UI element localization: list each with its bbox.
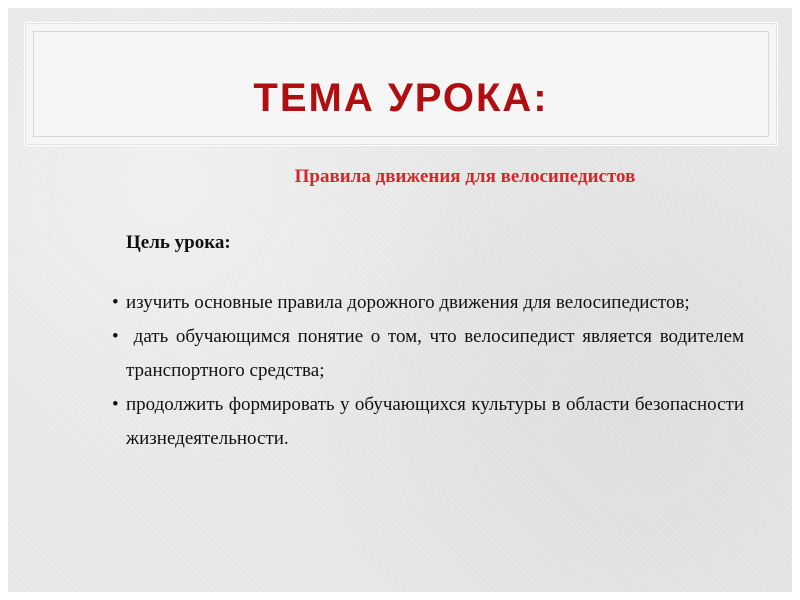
lesson-subtitle: Правила движения для велосипедистов xyxy=(294,166,636,187)
bullet-icon: • xyxy=(112,394,119,415)
slide-title: ТЕМА УРОКА: xyxy=(253,76,549,120)
goal-text: изучить основные правила дорожного движения для велосипедистов; xyxy=(126,292,690,313)
list-item xyxy=(112,388,754,456)
bullet-icon: • xyxy=(112,326,119,347)
list-item xyxy=(112,320,749,388)
goals-list xyxy=(112,286,754,456)
title-frame xyxy=(33,31,769,137)
goal-heading: Цель урока: xyxy=(126,232,231,253)
goal-text: продолжить формировать у обучающихся культуры в области безопасности жизнедеятельности. xyxy=(126,394,754,449)
list-item xyxy=(112,286,744,320)
title-band xyxy=(24,22,778,146)
goal-text: дать обучающимся понятие о том, что велосипедист является водителем транспортного средства; xyxy=(126,326,749,381)
bullet-icon: • xyxy=(112,292,119,313)
